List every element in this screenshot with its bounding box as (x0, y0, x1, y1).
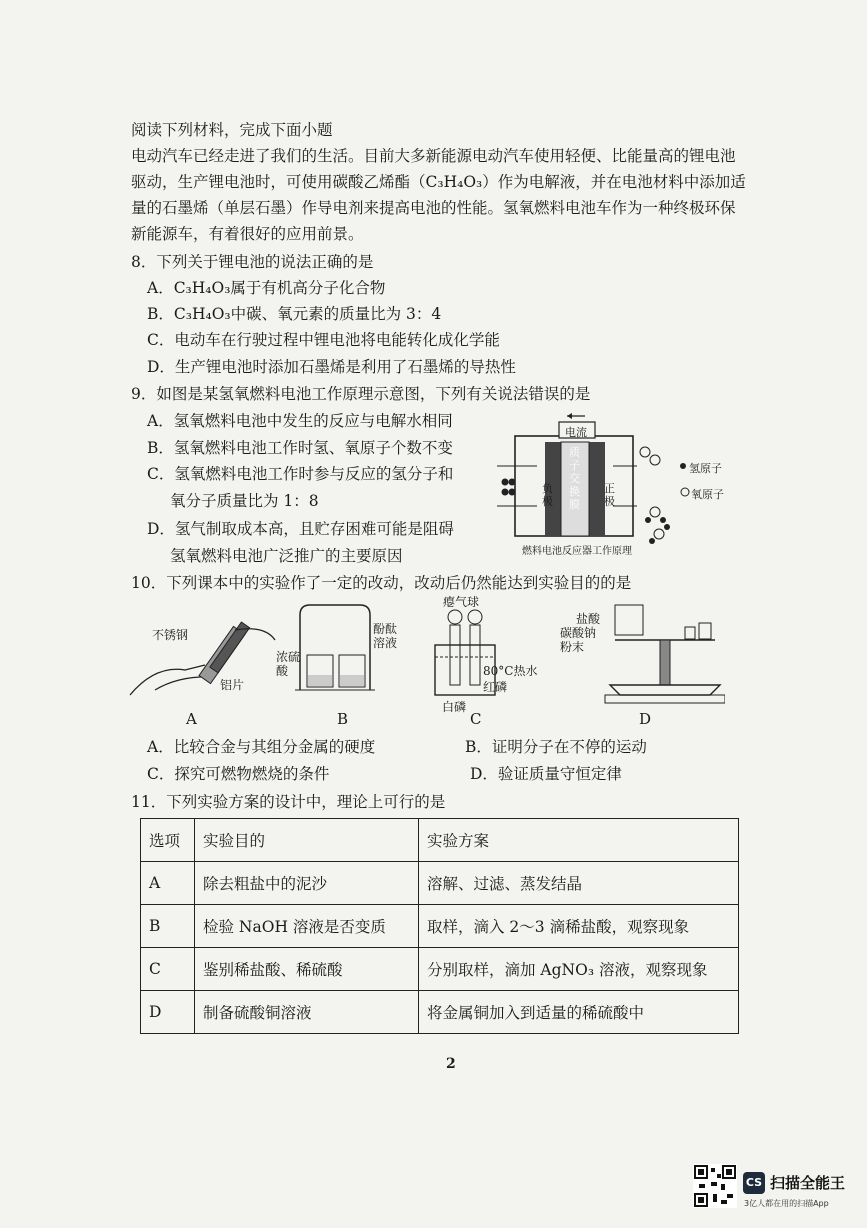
intro-paragraph-line-3: 量的石墨烯（单层石墨）作导电剂来提高电池的性能。氢氧燃料电池车作为一种终极环保 (131, 199, 736, 217)
q9-option-c-line-2: 氧分子质量比为 1：8 (170, 492, 319, 510)
row-a-purpose: 除去粗盐中的泥沙 (195, 862, 419, 905)
fuel-cell-caption: 燃料电池反应器工作原理 (522, 546, 632, 557)
fig-label-d: D (639, 710, 652, 728)
q8-option-c: C．电动车在行驶过程中锂电池将电能转化成化学能 (147, 331, 500, 349)
intro-paragraph-line-4: 新能源车，有着很好的应用前景。 (131, 225, 364, 243)
fuel-cell-membrane-label: 质子交换膜 (569, 446, 580, 511)
fig-label-c: C (470, 710, 482, 728)
q9-option-d-line-1: D．氢气制取成本高，且贮存困难可能是阻碍 (147, 520, 454, 538)
fuel-cell-negative-label: 负极 (542, 482, 553, 508)
intro-heading: 阅读下列材料，完成下面小题 (131, 121, 333, 139)
header-plan: 实验方案 (419, 819, 739, 862)
q10-option-c: C．探究可燃物燃烧的条件 (147, 765, 330, 783)
q11-stem: 11．下列实验方案的设计中，理论上可行的是 (131, 793, 446, 811)
row-c-plan: 分别取样，滴加 AgNO₃ 溶液，观察现象 (419, 948, 739, 991)
fig-d-hcl-label: 盐酸 (576, 612, 601, 626)
header-purpose: 实验目的 (195, 819, 419, 862)
table-row (141, 862, 739, 905)
legend-oxygen: 氧原子 (691, 488, 724, 501)
fig-b-phenolphthalein-label: 酚酞溶液 (373, 622, 398, 650)
row-b-plan: 取样，滴入 2～3 滴稀盐酸，观察现象 (419, 905, 739, 948)
q9-option-c-line-1: C．氢氧燃料电池工作时参与反应的氢分子和 (147, 465, 454, 483)
table-header-row (141, 819, 739, 862)
fig-b-acid-label: 浓硫酸 (276, 650, 301, 678)
q8-option-b: B．C₃H₄O₃中碳、氧元素的质量比为 3：4 (147, 305, 442, 323)
intro-paragraph-line-2: 驱动，生产锂电池时，可使用碳酸乙烯酯（C₃H₄O₃）作为电解液，并在电池材料中添加适 (131, 173, 746, 191)
q8-option-a: A．C₃H₄O₃属于有机高分子化合物 (147, 279, 386, 297)
row-d-plan: 将金属铜加入到适量的稀硫酸中 (419, 991, 739, 1034)
fuel-cell-positive-label: 正极 (604, 482, 615, 508)
fuel-cell-current-label: 电流 (565, 426, 587, 439)
row-d-purpose: 制备硫酸铜溶液 (195, 991, 419, 1034)
fig-d-na2co3-label: 碳酸钠粉末 (560, 626, 597, 654)
q11-table (140, 818, 739, 1034)
q10-option-b: B．证明分子在不停的运动 (465, 738, 647, 756)
q10-option-a: A．比较合金与其组分金属的硬度 (147, 738, 376, 756)
q9-option-a: A．氢氧燃料电池中发生的反应与电解水相同 (147, 412, 453, 430)
row-b-option: B (141, 905, 195, 948)
fig-c-hot-water-label: 80°C热水 (483, 664, 538, 678)
fig-a-aluminium-label: 铝片 (220, 678, 245, 692)
row-a-option: A (141, 862, 195, 905)
qr-code-icon (693, 1164, 737, 1208)
legend-hydrogen: 氢原子 (689, 462, 722, 475)
experiment-figures (125, 595, 725, 710)
q9-option-b: B．氢氧燃料电池工作时氢、氧原子个数不变 (147, 439, 453, 457)
q10-option-d: D．验证质量守恒定律 (470, 765, 622, 783)
header-option: 选项 (141, 819, 195, 862)
row-c-purpose: 鉴别稀盐酸、稀硫酸 (195, 948, 419, 991)
row-b-purpose: 检验 NaOH 溶液是否变质 (195, 905, 419, 948)
fig-a-steel-label: 不锈钢 (152, 628, 189, 642)
row-a-plan: 溶解、过滤、蒸发结晶 (419, 862, 739, 905)
table-row (141, 991, 739, 1034)
fig-label-b: B (337, 710, 349, 728)
page-number: 2 (446, 1056, 456, 1072)
row-d-option: D (141, 991, 195, 1034)
q9-option-d-line-2: 氢氧燃料电池广泛推广的主要原因 (170, 547, 403, 565)
camscanner-tagline: 3亿人都在用的扫描App (744, 1199, 829, 1208)
q10-stem: 10．下列课本中的实验作了一定的改动，改动后仍然能达到实验目的的是 (131, 574, 632, 592)
intro-paragraph-line-1: 电动汽车已经走进了我们的生活。目前大多新能源电动汽车使用轻便、比能量高的锂电池 (131, 147, 736, 165)
fig-label-a: A (186, 710, 197, 728)
camscanner-logo: CS (743, 1172, 765, 1194)
q8-stem: 8．下列关于锂电池的说法正确的是 (131, 253, 374, 271)
table-row (141, 948, 739, 991)
fig-c-white-phosphorus-label: 白磷 (442, 700, 467, 714)
table-row (141, 905, 739, 948)
q8-option-d: D．生产锂电池时添加石墨烯是利用了石墨烯的导热性 (147, 358, 516, 376)
camscanner-app-name: 扫描全能王 (770, 1174, 846, 1192)
fig-c-balloon-label: 瘪气球 (443, 595, 480, 609)
row-c-option: C (141, 948, 195, 991)
q9-stem: 9．如图是某氢氧燃料电池工作原理示意图，下列有关说法错误的是 (131, 385, 591, 403)
fig-c-red-phosphorus-label: 红磷 (483, 680, 508, 694)
